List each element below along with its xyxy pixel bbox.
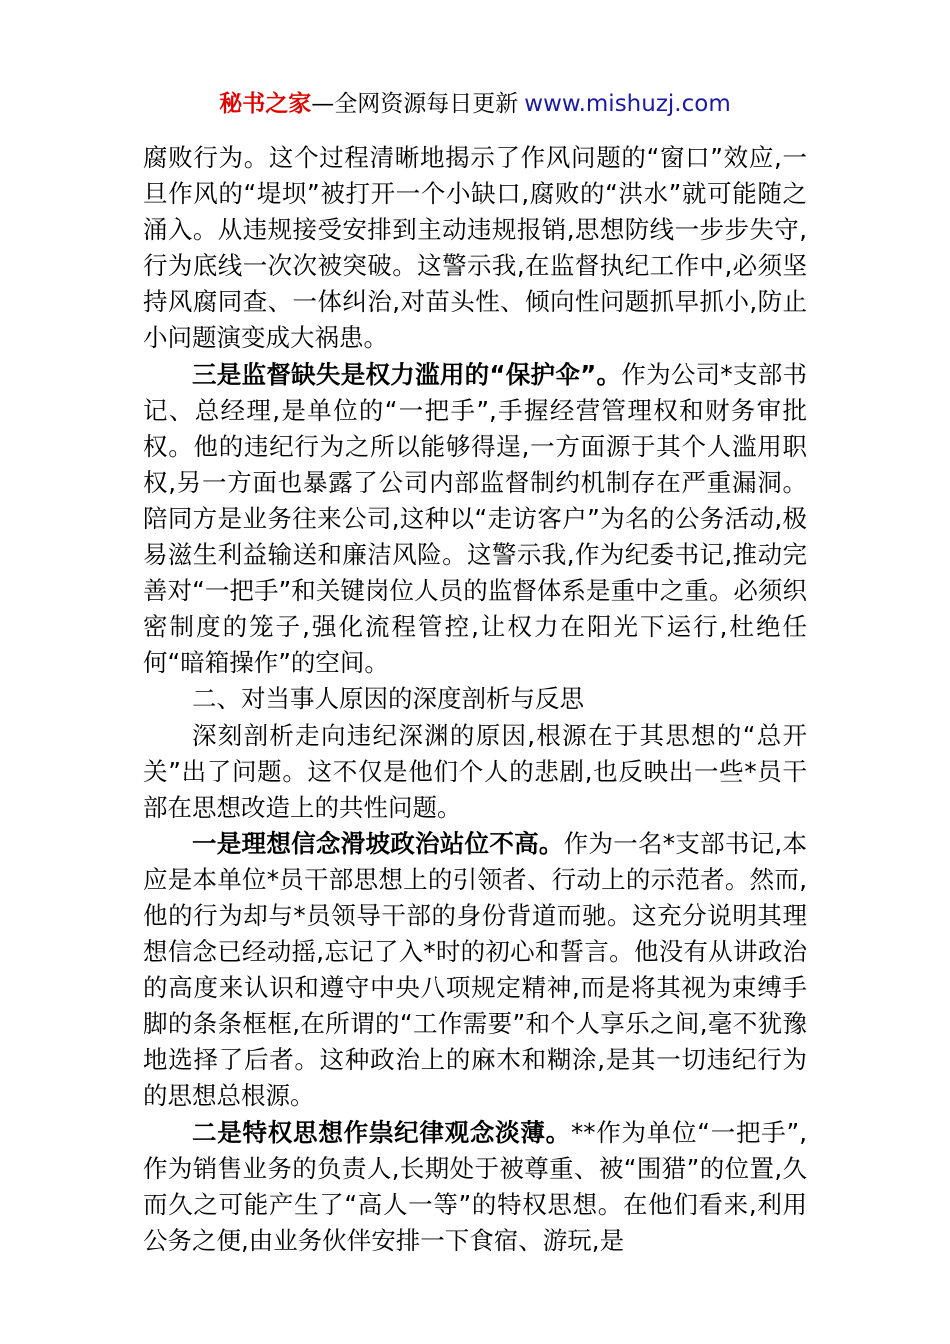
paragraph-lead: 二是特权思想作祟纪律观念淡薄。	[192, 1117, 571, 1147]
document-body	[143, 140, 807, 1259]
site-header	[0, 88, 950, 120]
paragraph-continued	[143, 140, 807, 357]
site-brand: 秘书之家	[219, 91, 312, 117]
paragraph-text: 腐败行为。这个过程清晰地揭示了作风问题的“窗口”效应,一旦作风的“堤坝”被打开一个小缺口,腐败的“洪水”就可能随之涌入。从违规接受安排到主动违规报销,思想防线一步步失守,行为底线一次次被突破。这警示我,在监督执纪工作中,必须坚持风腐同查、一体纠治,对苗头性、倾向性问题抓早抓小,防止小问题演变成大祸患。	[143, 143, 807, 353]
section-heading: 二、对当事人原因的深度剖析与反思	[192, 684, 584, 714]
paragraph-text: 深刻剖析走向违纪深渊的原因,根源在于其思想的“总开关”出了问题。这不仅是他们个人的悲剧,也反映出一些*员干部在思想改造上的共性问题。	[143, 720, 807, 822]
paragraph-text: **作为单位“一把手”,作为销售业务的负责人,长期处于被尊重、被“围猎”的位置,久而久之可能产生了“高人一等”的特权思想。在他们看来,利用公务之便,由业务伙伴安排一下食宿、游玩,是	[143, 1117, 807, 1255]
paragraph-point-one	[143, 826, 807, 1115]
paragraph-intro	[143, 718, 807, 826]
paragraph-lead: 三是监督缺失是权力滥用的“保护伞”。	[192, 359, 622, 389]
header-dash: —	[311, 91, 335, 117]
site-tagline: 全网资源每日更新	[334, 91, 519, 117]
paragraph-point-three	[143, 357, 807, 682]
site-url-link[interactable]: www.mishuzj.com	[524, 91, 731, 117]
paragraph-point-two	[143, 1115, 807, 1259]
paragraph-text: 作为公司*支部书记、总经理,是单位的“一把手”,手握经营管理权和财务审批权。他的违纪行为之所以能够得逞,一方面源于其个人滥用职权,另一方面也暴露了公司内部监督制约机制存在严重漏洞。陪同方是业务往来公司,这种以“走访客户”为名的公务活动,极易滋生利益输送和廉洁风险。这警示我,作为纪委书记,推动完善对“一把手”和关键岗位人员的监督体系是重中之重。必须织密制度的笼子,强化流程管控,让权力在阳光下运行,杜绝任何“暗箱操作”的空间。	[143, 359, 808, 678]
paragraph-text: 作为一名*支部书记,本应是本单位*员干部思想上的引领者、行动上的示范者。然而,他的行为却与*员领导干部的身份背道而驰。这充分说明其理想信念已经动摇,忘记了入*时的初心和誓言。他没有从讲政治的高度来认识和遵守中央八项规定精神,而是将其视为束缚手脚的条条框框,在所谓的“工作需要”和个人享乐之间,毫不犹豫地选择了后者。这种政治上的麻木和糊涂,是其一切违纪行为的思想总根源。	[143, 828, 807, 1111]
paragraph-lead: 一是理想信念滑坡政治站位不高。	[192, 828, 564, 858]
